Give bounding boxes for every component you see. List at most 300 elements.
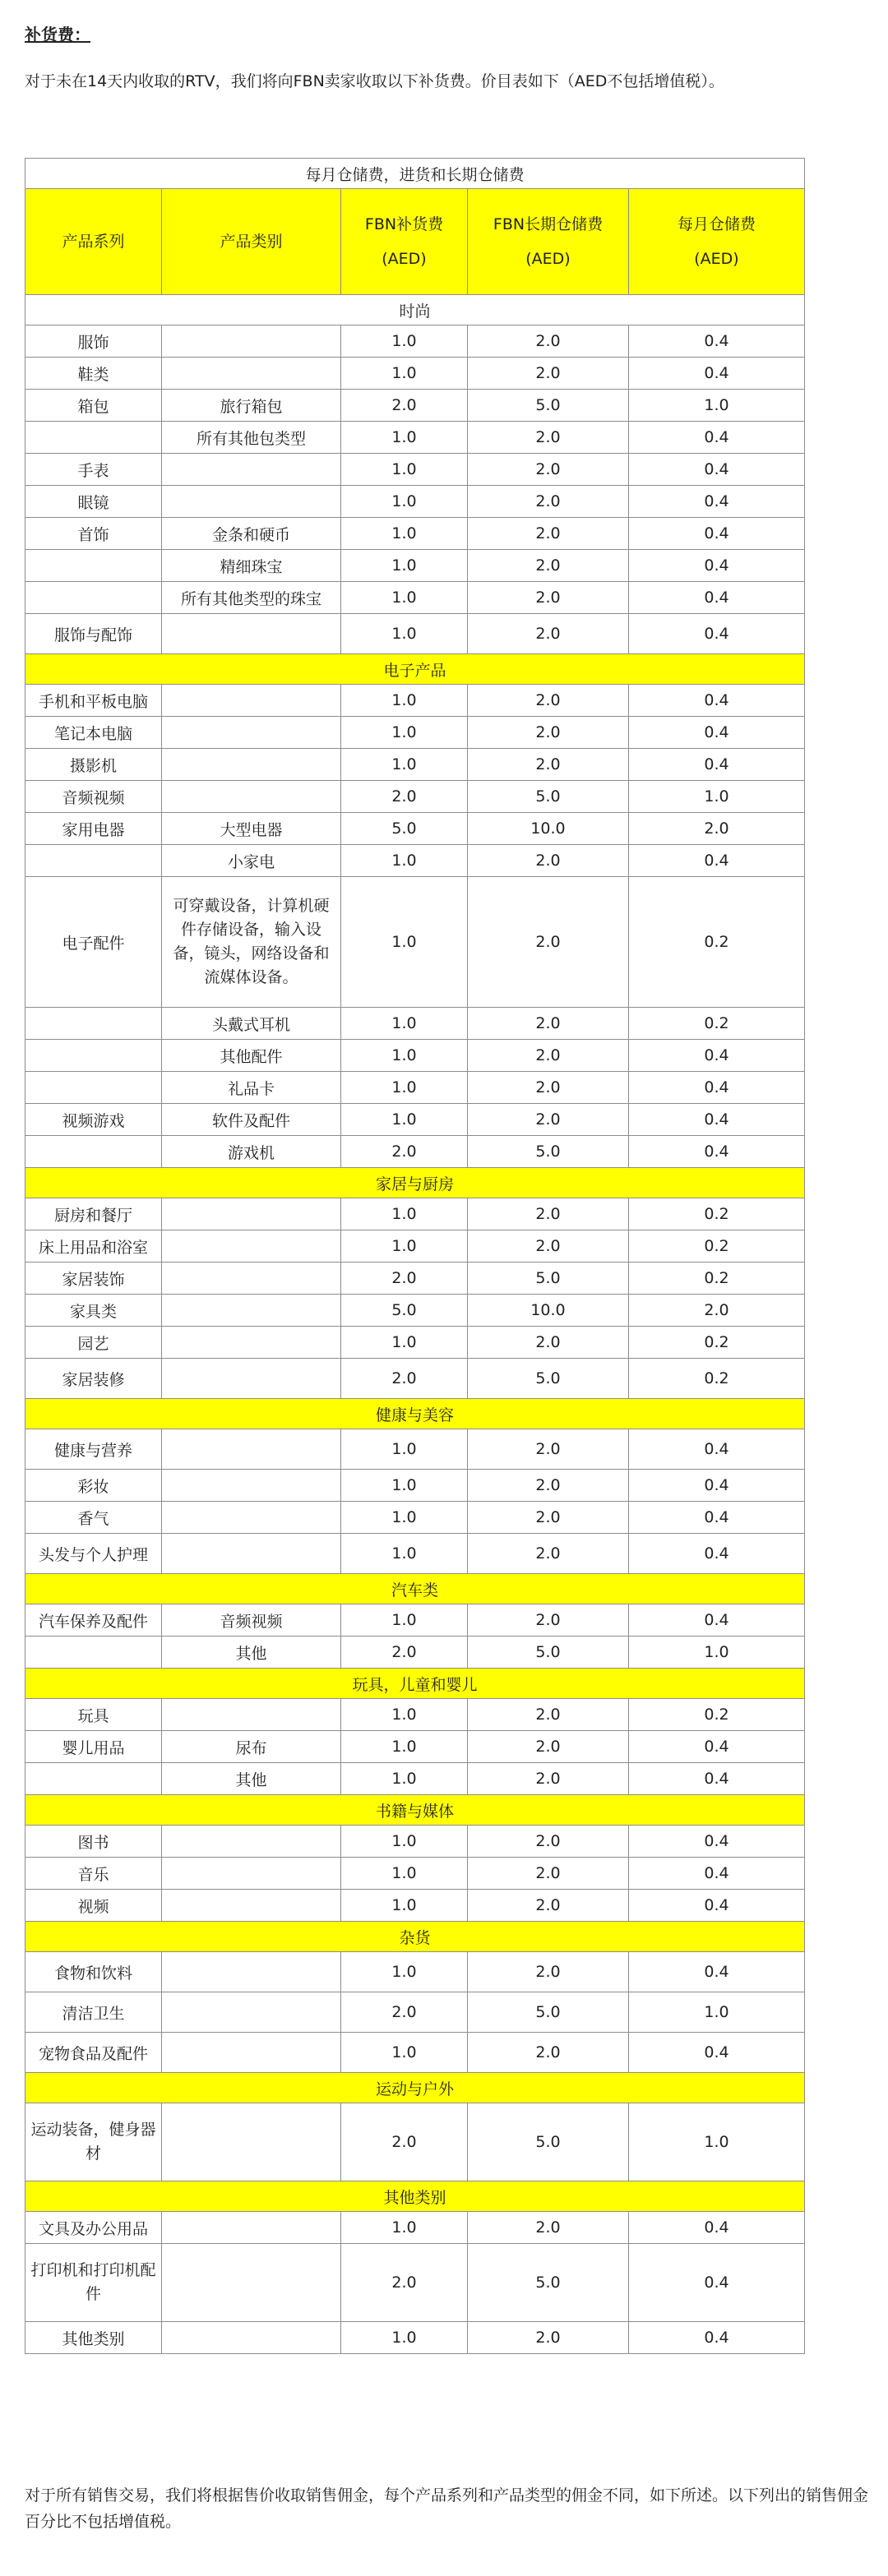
table-row	[25, 2322, 805, 2354]
cell-monthly: 0.4	[629, 845, 805, 877]
table-row	[25, 1534, 805, 1574]
section-row	[25, 2073, 805, 2103]
table-row	[25, 1008, 805, 1040]
table-row	[25, 845, 805, 877]
cell-restock: 1.0	[341, 1198, 468, 1230]
cell-monthly: 0.4	[629, 550, 805, 582]
table-row	[25, 1952, 805, 1992]
cell-family: 家居装饰	[25, 1263, 162, 1295]
cell-longterm: 2.0	[468, 1327, 629, 1359]
cell-monthly: 1.0	[629, 390, 805, 422]
table-row	[25, 1327, 805, 1359]
section-row	[25, 295, 805, 325]
cell-restock: 2.0	[341, 2103, 468, 2181]
table-row	[25, 685, 805, 717]
cell-family: 汽车保养及配件	[25, 1604, 162, 1637]
table-row	[25, 749, 805, 781]
cell-longterm: 2.0	[468, 422, 629, 454]
cell-category	[162, 1858, 341, 1890]
cell-family: 园艺	[25, 1327, 162, 1359]
cell-family	[25, 1763, 162, 1795]
cell-longterm: 2.0	[468, 1858, 629, 1890]
table-row	[25, 422, 805, 454]
cell-monthly: 0.4	[629, 1104, 805, 1136]
cell-restock: 1.0	[341, 685, 468, 717]
cell-restock: 1.0	[341, 1699, 468, 1731]
cell-monthly: 0.2	[629, 1008, 805, 1040]
cell-restock: 2.0	[341, 1263, 468, 1295]
section-row	[25, 654, 805, 685]
cell-longterm: 2.0	[468, 1429, 629, 1470]
header-longterm-label: FBN长期仓储费	[493, 215, 604, 233]
cell-family	[25, 1072, 162, 1104]
cell-category: 金条和硬币	[162, 518, 341, 550]
cell-restock: 2.0	[341, 1359, 468, 1399]
cell-family	[25, 1136, 162, 1168]
cell-family: 婴儿用品	[25, 1731, 162, 1763]
table-row	[25, 518, 805, 550]
cell-category: 其他配件	[162, 1040, 341, 1072]
section-label: 玩具，儿童和婴儿	[25, 1669, 805, 1699]
section-title: 补货费：	[25, 25, 90, 44]
table-row	[25, 1858, 805, 1890]
table-row	[25, 717, 805, 749]
cell-category	[162, 1429, 341, 1470]
cell-family: 视频游戏	[25, 1104, 162, 1136]
cell-monthly: 0.4	[629, 1952, 805, 1992]
cell-restock: 1.0	[341, 2322, 468, 2354]
cell-restock: 1.0	[341, 550, 468, 582]
cell-monthly: 0.4	[629, 1604, 805, 1637]
cell-longterm: 5.0	[468, 2244, 629, 2322]
cell-restock: 1.0	[341, 2033, 468, 2073]
cell-family: 眼镜	[25, 486, 162, 518]
section-label: 运动与户外	[25, 2073, 805, 2103]
cell-longterm: 5.0	[468, 390, 629, 422]
cell-restock: 1.0	[341, 486, 468, 518]
cell-category	[162, 2244, 341, 2322]
table-row	[25, 1040, 805, 1072]
cell-monthly: 0.2	[629, 1198, 805, 1230]
cell-category	[162, 614, 341, 654]
table-caption: 每月仓储费，进货和长期仓储费	[25, 159, 805, 189]
section-label: 健康与美容	[25, 1399, 805, 1429]
cell-longterm: 2.0	[468, 717, 629, 749]
cell-restock: 1.0	[341, 1230, 468, 1263]
header-monthly	[629, 189, 805, 295]
cell-category	[162, 358, 341, 390]
cell-monthly: 0.2	[629, 1327, 805, 1359]
cell-monthly: 0.4	[629, 1826, 805, 1858]
cell-longterm: 2.0	[468, 1072, 629, 1104]
table-row	[25, 1502, 805, 1534]
cell-monthly: 0.2	[629, 877, 805, 1008]
outro-text: 对于所有销售交易，我们将根据售价收取销售佣金，每个产品系列和产品类型的佣金不同，如下所述。以下列出的销售佣金百分比不包括增值税。	[25, 2486, 869, 2531]
cell-longterm: 2.0	[468, 1604, 629, 1637]
section-row	[25, 1669, 805, 1699]
cell-monthly: 1.0	[629, 2103, 805, 2181]
cell-category	[162, 1534, 341, 1574]
cell-monthly: 0.2	[629, 1699, 805, 1731]
cell-longterm: 2.0	[468, 2212, 629, 2244]
cell-restock: 5.0	[341, 813, 468, 845]
cell-category	[162, 1502, 341, 1534]
table-row	[25, 2244, 805, 2322]
table-row	[25, 358, 805, 390]
cell-restock: 1.0	[341, 1826, 468, 1858]
cell-family: 笔记本电脑	[25, 717, 162, 749]
section-label: 时尚	[25, 295, 805, 325]
table-row	[25, 550, 805, 582]
cell-restock: 1.0	[341, 1604, 468, 1637]
section-label: 书籍与媒体	[25, 1795, 805, 1826]
cell-monthly: 0.4	[629, 749, 805, 781]
table-row	[25, 1826, 805, 1858]
cell-category	[162, 2103, 341, 2181]
table-row	[25, 1359, 805, 1399]
section-row	[25, 1168, 805, 1198]
cell-longterm: 2.0	[468, 1198, 629, 1230]
cell-category	[162, 781, 341, 813]
cell-category	[162, 1890, 341, 1922]
header-family: 产品系列	[25, 189, 162, 295]
cell-longterm: 2.0	[468, 1731, 629, 1763]
cell-monthly: 2.0	[629, 813, 805, 845]
cell-category: 精细珠宝	[162, 550, 341, 582]
cell-family: 家用电器	[25, 813, 162, 845]
cell-monthly: 0.4	[629, 454, 805, 486]
cell-restock: 1.0	[341, 1952, 468, 1992]
cell-longterm: 2.0	[468, 486, 629, 518]
cell-family: 服饰	[25, 325, 162, 358]
cell-longterm: 2.0	[468, 845, 629, 877]
table-row	[25, 390, 805, 422]
fee-table	[25, 158, 805, 2354]
cell-longterm: 2.0	[468, 1104, 629, 1136]
cell-monthly: 0.2	[629, 1263, 805, 1295]
cell-restock: 2.0	[341, 1136, 468, 1168]
cell-family: 宠物食品及配件	[25, 2033, 162, 2073]
table-row	[25, 1230, 805, 1263]
cell-restock: 1.0	[341, 614, 468, 654]
cell-longterm: 5.0	[468, 781, 629, 813]
cell-monthly: 0.4	[629, 614, 805, 654]
cell-longterm: 5.0	[468, 1992, 629, 2033]
cell-monthly: 0.4	[629, 1136, 805, 1168]
cell-category	[162, 717, 341, 749]
cell-longterm: 2.0	[468, 358, 629, 390]
cell-category	[162, 1327, 341, 1359]
cell-restock: 1.0	[341, 1104, 468, 1136]
cell-monthly: 0.4	[629, 358, 805, 390]
cell-restock: 1.0	[341, 1008, 468, 1040]
cell-category	[162, 2322, 341, 2354]
cell-monthly: 0.4	[629, 1040, 805, 1072]
section-label: 其他类别	[25, 2181, 805, 2212]
table-row	[25, 1429, 805, 1470]
cell-category	[162, 1992, 341, 2033]
cell-category: 软件及配件	[162, 1104, 341, 1136]
table-row	[25, 2212, 805, 2244]
cell-monthly: 0.4	[629, 717, 805, 749]
section-row	[25, 1574, 805, 1604]
cell-restock: 1.0	[341, 877, 468, 1008]
cell-monthly: 1.0	[629, 1992, 805, 2033]
cell-longterm: 2.0	[468, 1040, 629, 1072]
cell-longterm: 2.0	[468, 1534, 629, 1574]
cell-restock: 2.0	[341, 390, 468, 422]
header-monthly-unit: (AED)	[694, 250, 739, 268]
cell-longterm: 2.0	[468, 749, 629, 781]
table-row	[25, 1637, 805, 1669]
cell-family: 彩妆	[25, 1470, 162, 1502]
table-row	[25, 2103, 805, 2181]
cell-restock: 1.0	[341, 358, 468, 390]
cell-longterm: 10.0	[468, 1295, 629, 1327]
cell-monthly: 0.4	[629, 518, 805, 550]
table-row	[25, 877, 805, 1008]
table-row	[25, 1136, 805, 1168]
table-row	[25, 781, 805, 813]
cell-category: 其他	[162, 1637, 341, 1669]
cell-longterm: 2.0	[468, 1502, 629, 1534]
cell-longterm: 2.0	[468, 1230, 629, 1263]
cell-family: 音频视频	[25, 781, 162, 813]
cell-category	[162, 325, 341, 358]
cell-family: 打印机和打印机配件	[25, 2244, 162, 2322]
cell-restock: 1.0	[341, 1534, 468, 1574]
cell-category	[162, 2212, 341, 2244]
intro-text: 对于未在14天内收取的RTV，我们将向FBN卖家收取以下补货费。价目表如下（AED不包括增值税）。	[25, 72, 724, 90]
cell-category	[162, 1470, 341, 1502]
cell-longterm: 2.0	[468, 2033, 629, 2073]
cell-category: 尿布	[162, 1731, 341, 1763]
cell-family: 文具及办公用品	[25, 2212, 162, 2244]
cell-family: 玩具	[25, 1699, 162, 1731]
cell-longterm: 2.0	[468, 1952, 629, 1992]
cell-monthly: 0.4	[629, 1890, 805, 1922]
cell-monthly: 0.4	[629, 1858, 805, 1890]
cell-category	[162, 1263, 341, 1295]
cell-monthly: 0.4	[629, 582, 805, 614]
cell-family	[25, 550, 162, 582]
table-row	[25, 1699, 805, 1731]
cell-restock: 2.0	[341, 781, 468, 813]
cell-restock: 1.0	[341, 422, 468, 454]
cell-category	[162, 1359, 341, 1399]
cell-restock: 1.0	[341, 2212, 468, 2244]
cell-family: 视频	[25, 1890, 162, 1922]
cell-restock: 1.0	[341, 325, 468, 358]
header-restock-label: FBN补货费	[364, 215, 444, 233]
header-restock	[341, 189, 468, 295]
cell-family: 厨房和餐厅	[25, 1198, 162, 1230]
cell-family: 香气	[25, 1502, 162, 1534]
cell-restock: 2.0	[341, 1637, 468, 1669]
section-label: 家居与厨房	[25, 1168, 805, 1198]
cell-restock: 2.0	[341, 2244, 468, 2322]
cell-monthly: 0.4	[629, 685, 805, 717]
cell-restock: 1.0	[341, 1040, 468, 1072]
cell-longterm: 2.0	[468, 1826, 629, 1858]
cell-longterm: 5.0	[468, 1359, 629, 1399]
header-longterm-unit: (AED)	[525, 250, 571, 268]
cell-monthly: 0.2	[629, 1230, 805, 1263]
cell-restock: 1.0	[341, 1429, 468, 1470]
cell-monthly: 0.4	[629, 422, 805, 454]
cell-restock: 1.0	[341, 749, 468, 781]
section-row	[25, 1399, 805, 1429]
cell-category: 礼品卡	[162, 1072, 341, 1104]
cell-monthly: 0.4	[629, 1763, 805, 1795]
cell-longterm: 2.0	[468, 1470, 629, 1502]
cell-family: 头发与个人护理	[25, 1534, 162, 1574]
cell-monthly: 0.4	[629, 2244, 805, 2322]
cell-monthly: 1.0	[629, 1637, 805, 1669]
cell-restock: 1.0	[341, 1502, 468, 1534]
cell-longterm: 2.0	[468, 685, 629, 717]
cell-family: 手表	[25, 454, 162, 486]
cell-family: 首饰	[25, 518, 162, 550]
cell-category: 所有其他类型的珠宝	[162, 582, 341, 614]
section-label: 电子产品	[25, 654, 805, 685]
cell-family: 食物和饮料	[25, 1952, 162, 1992]
table-row	[25, 1604, 805, 1637]
table-row	[25, 2033, 805, 2073]
cell-family: 箱包	[25, 390, 162, 422]
cell-monthly: 0.4	[629, 325, 805, 358]
cell-category	[162, 1826, 341, 1858]
cell-monthly: 0.4	[629, 1429, 805, 1470]
section-row	[25, 1795, 805, 1826]
cell-monthly: 0.4	[629, 2033, 805, 2073]
table-row	[25, 1263, 805, 1295]
table-row	[25, 486, 805, 518]
cell-category: 可穿戴设备，计算机硬件存储设备，输入设备，镜头，网络设备和流媒体设备。	[162, 877, 341, 1008]
cell-longterm: 2.0	[468, 582, 629, 614]
table-row	[25, 1731, 805, 1763]
cell-family: 服饰与配饰	[25, 614, 162, 654]
cell-longterm: 2.0	[468, 1763, 629, 1795]
cell-category: 音频视频	[162, 1604, 341, 1637]
cell-longterm: 2.0	[468, 877, 629, 1008]
cell-monthly: 0.4	[629, 1470, 805, 1502]
cell-monthly: 0.4	[629, 2212, 805, 2244]
cell-category: 大型电器	[162, 813, 341, 845]
table-row	[25, 1072, 805, 1104]
table-row	[25, 454, 805, 486]
cell-family: 鞋类	[25, 358, 162, 390]
table-row	[25, 582, 805, 614]
cell-longterm: 2.0	[468, 518, 629, 550]
cell-monthly: 0.4	[629, 1534, 805, 1574]
cell-category: 小家电	[162, 845, 341, 877]
cell-restock: 1.0	[341, 1072, 468, 1104]
section-row	[25, 2181, 805, 2212]
section-label: 杂货	[25, 1922, 805, 1952]
header-category: 产品类别	[162, 189, 341, 295]
cell-longterm: 2.0	[468, 1890, 629, 1922]
cell-category	[162, 2033, 341, 2073]
cell-longterm: 2.0	[468, 1699, 629, 1731]
table-row	[25, 1470, 805, 1502]
section-label: 汽车类	[25, 1574, 805, 1604]
cell-longterm: 2.0	[468, 614, 629, 654]
cell-family	[25, 1040, 162, 1072]
cell-category: 游戏机	[162, 1136, 341, 1168]
cell-monthly: 0.2	[629, 1359, 805, 1399]
cell-monthly: 2.0	[629, 1295, 805, 1327]
cell-restock: 2.0	[341, 1992, 468, 2033]
header-longterm	[468, 189, 629, 295]
table-row	[25, 325, 805, 358]
table-row	[25, 1992, 805, 2033]
cell-restock: 1.0	[341, 518, 468, 550]
table-row	[25, 1890, 805, 1922]
cell-longterm: 5.0	[468, 1637, 629, 1669]
header-restock-unit: (AED)	[382, 250, 427, 268]
table-row	[25, 1104, 805, 1136]
cell-category	[162, 1198, 341, 1230]
cell-family: 家居装修	[25, 1359, 162, 1399]
cell-family: 摄影机	[25, 749, 162, 781]
header-monthly-label: 每月仓储费	[678, 215, 756, 233]
cell-category: 头戴式耳机	[162, 1008, 341, 1040]
cell-restock: 1.0	[341, 454, 468, 486]
cell-category	[162, 1952, 341, 1992]
cell-family: 图书	[25, 1826, 162, 1858]
cell-family: 清洁卫生	[25, 1992, 162, 2033]
cell-restock: 1.0	[341, 845, 468, 877]
cell-category	[162, 749, 341, 781]
cell-monthly: 0.4	[629, 1502, 805, 1534]
cell-family	[25, 845, 162, 877]
cell-category	[162, 486, 341, 518]
cell-restock: 1.0	[341, 582, 468, 614]
cell-family	[25, 422, 162, 454]
cell-category	[162, 1295, 341, 1327]
section-row	[25, 1922, 805, 1952]
cell-category	[162, 685, 341, 717]
cell-monthly: 0.4	[629, 1072, 805, 1104]
cell-longterm: 5.0	[468, 1136, 629, 1168]
cell-monthly: 1.0	[629, 781, 805, 813]
cell-family	[25, 1008, 162, 1040]
cell-longterm: 2.0	[468, 1008, 629, 1040]
table-row	[25, 614, 805, 654]
cell-family	[25, 1637, 162, 1669]
cell-family: 电子配件	[25, 877, 162, 1008]
cell-longterm: 2.0	[468, 454, 629, 486]
cell-category: 其他	[162, 1763, 341, 1795]
cell-family: 手机和平板电脑	[25, 685, 162, 717]
cell-family: 健康与营养	[25, 1429, 162, 1470]
cell-monthly: 0.4	[629, 1731, 805, 1763]
cell-category	[162, 1230, 341, 1263]
cell-longterm: 2.0	[468, 325, 629, 358]
cell-restock: 5.0	[341, 1295, 468, 1327]
cell-longterm: 2.0	[468, 2322, 629, 2354]
cell-restock: 1.0	[341, 1731, 468, 1763]
table-row	[25, 1295, 805, 1327]
cell-category: 旅行箱包	[162, 390, 341, 422]
cell-restock: 1.0	[341, 1890, 468, 1922]
cell-category	[162, 454, 341, 486]
cell-monthly: 0.4	[629, 486, 805, 518]
table-row	[25, 813, 805, 845]
cell-monthly: 0.4	[629, 2322, 805, 2354]
cell-longterm: 2.0	[468, 550, 629, 582]
